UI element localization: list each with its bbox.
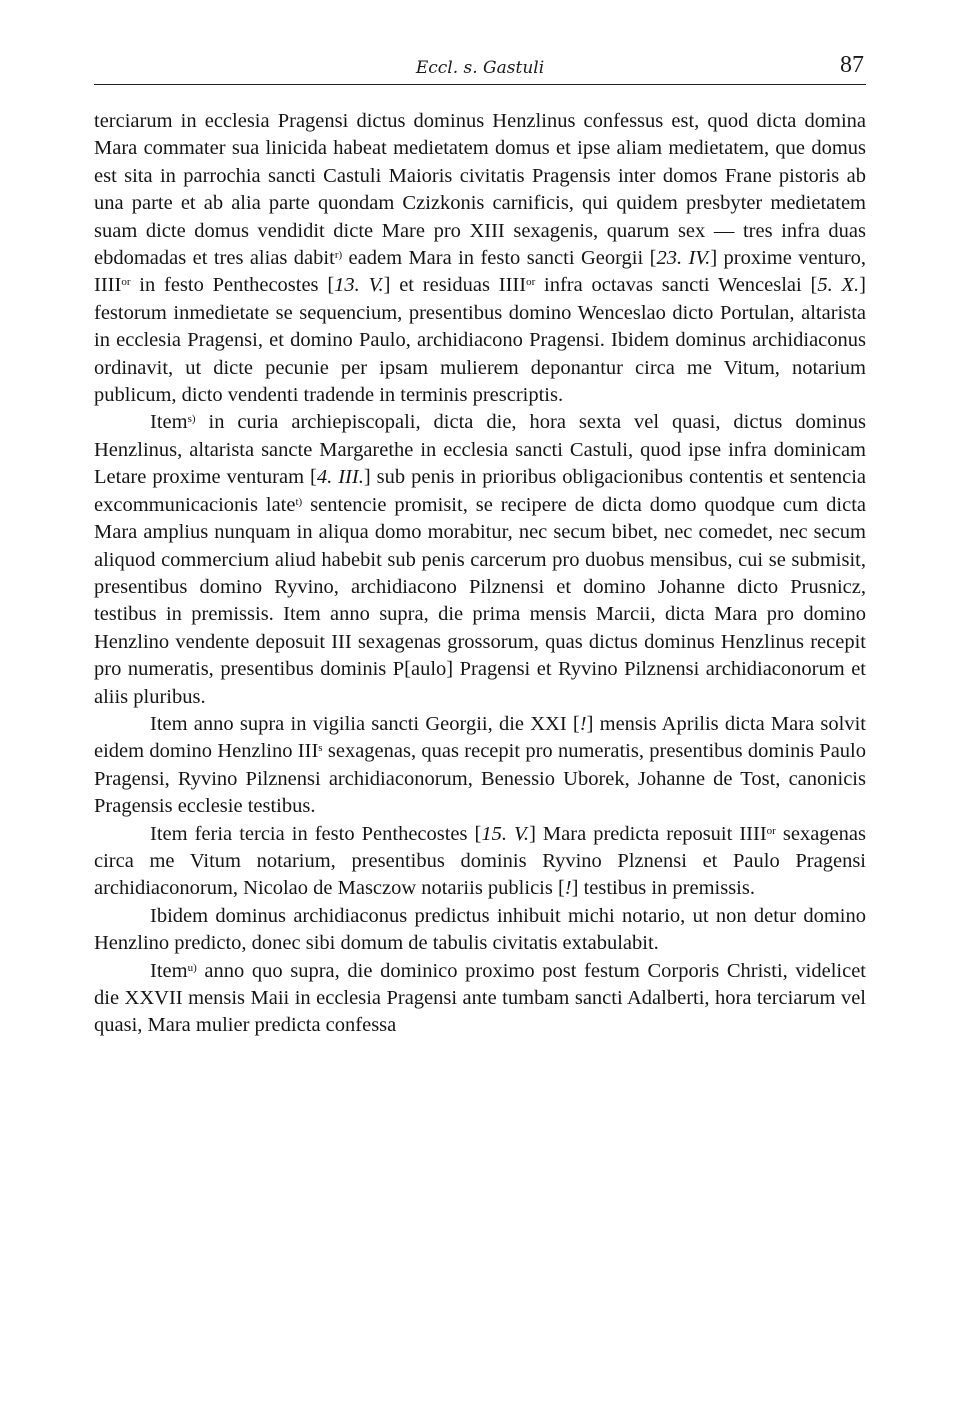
text-run: Ibidem dominus archidiaconus predictus inhibuit michi notario, ut non detur domino Henzlino predicto, donec sibi domum de tabulis civitatis extabulabit. [94,904,866,955]
paragraph [94,409,866,710]
editorial-date: 4. III. [316,466,364,489]
page-number: 87 [840,52,864,78]
text-run: sentencie promisit, se recipere de dicta domo quodque cum dicta Mara amplius nunquam in aliqua domo morabitur, nec secum bibet, nec comedet, nec secum aliquod commercium aliud habebit sub penis carcerum pro duobus mensibus, cui se submisit, presentibus domino Ryvino, archidiacono Pilznensi et domino Johanne dicto Prusnicz, testibus in premissis. Item anno supra, die prima mensis Marcii, dicta Mara pro domino Henzlino vendente deposuit III sexagenas grossorum, quas dictus dominus Henzlinus recepit pro numeratis, presentibus dominis P[aulo] Pragensi et Ryvino Pilznensi archidiaconorum et aliis pluribus. [94,493,866,708]
paragraph [94,958,866,1040]
text-run: eadem Mara in festo sancti Georgii [ [342,247,657,270]
editorial-date: 15. V. [481,822,530,845]
editorial-date: ! [564,877,572,900]
text-run: ] festorum inmedietate se sequencium, presentibus domino Wenceslao dicto Portulan, altarista in ecclesia Pragensi, et domino Paulo, archidiacono Pragensi. Ibidem dominus archidiaconus ordinavit, ut dicte pecunie per ipsam mulierem deponantur circa me Vitum, notarium publicum, dicto vendenti tradende in terminis prescriptis. [94,274,866,407]
paragraph [94,903,866,958]
text-run: ] sub penis in prioribus obligacionibus contentis et sentencia excommunicacionis late [94,466,867,516]
text-run: terciarum in ecclesia Pragensi dictus dominus Henzlinus confessus est, quod dicta domina Mara commater sua linicida habeat medietatem domus et ipse aliam medietatem, que domus est sita in parrochia sancti Castuli Maioris civitatis Pragensis inter domos Frane pistoris ab una parte et ab alia parte quondam Czizkonis carnificis, qui quidem presbyter medietatem suam dicte domus vendidit dicte Mare pro XIII sexagenis, quarum sex — tres infra duas ebdomadas et tres alias dabit [94,110,866,270]
text-run: Item feria tercia in festo Penthecostes [ [150,822,482,845]
header-rule [94,84,866,85]
paragraph [94,108,866,409]
running-head [94,52,866,86]
footnote-marker: or [526,276,536,289]
footnote-marker: or [121,276,131,289]
text-run: in curia archiepiscopali, dicta die, hora sexta vel quasi, dictus dominus Henzlinus, altarista sancte Margarethe in ecclesia sancti Castuli, quod ipse infra dominicam Letare proxime venturam [ [94,411,866,489]
footnote-marker: or [766,824,776,837]
text-run: Item [150,959,188,982]
paragraph [94,711,866,821]
footnote-marker: t) [295,495,303,508]
text-run: ] mensis Aprilis dicta Mara solvit eidem domino Henzlino III [94,712,866,763]
text-run: anno quo supra, die dominico proximo post festum Corporis Christi, videlicet die XXVII mensis Maii in ecclesia Pragensi ante tumbam sancti Adalberti, hora terciarum vel quasi, Mara mulier predicta confessa [94,959,866,1037]
text-run: ] et residuas IIII [383,274,527,297]
editorial-date: 5. X. [817,274,860,297]
editorial-date: 23. IV. [656,247,711,270]
editorial-date: 13. V. [334,274,384,297]
text-run: in festo Penthecostes [ [130,274,335,297]
body-text [94,108,866,1040]
paragraph [94,821,866,903]
text-run: ] proxime venturo, IIII [94,247,867,297]
footnote-marker: s [318,742,323,755]
text-run: sexagenas circa me Vitum notarium, presentibus dominis Ryvino Plznensi et Paulo Pragensi archidiaconorum, Nicolao de Masczow notariis publicis [ [94,822,866,900]
text-run: infra octavas sancti Wenceslai [ [535,274,818,297]
footnote-marker: r) [334,248,343,261]
text-run: Item anno supra in vigilia sancti Georgii, die XXI [ [150,712,580,735]
text-run: ] testibus in premissis. [571,877,755,900]
editorial-date: ! [579,712,587,735]
footnote-marker: u) [187,961,197,974]
text-run: Item [150,411,188,434]
text-run: ] Mara predicta reposuit IIII [529,822,767,845]
footnote-marker: s) [187,413,196,426]
text-run: sexagenas, quas recepit pro numeratis, presentibus dominis Paulo Pragensi, Ryvino Pilznensi archidiaconorum, Benessio Uborek, Johanne de Tost, canonicis Pragensis ecclesie testibus. [94,740,866,818]
running-title: Eccl. s. Gastuli [415,58,545,78]
